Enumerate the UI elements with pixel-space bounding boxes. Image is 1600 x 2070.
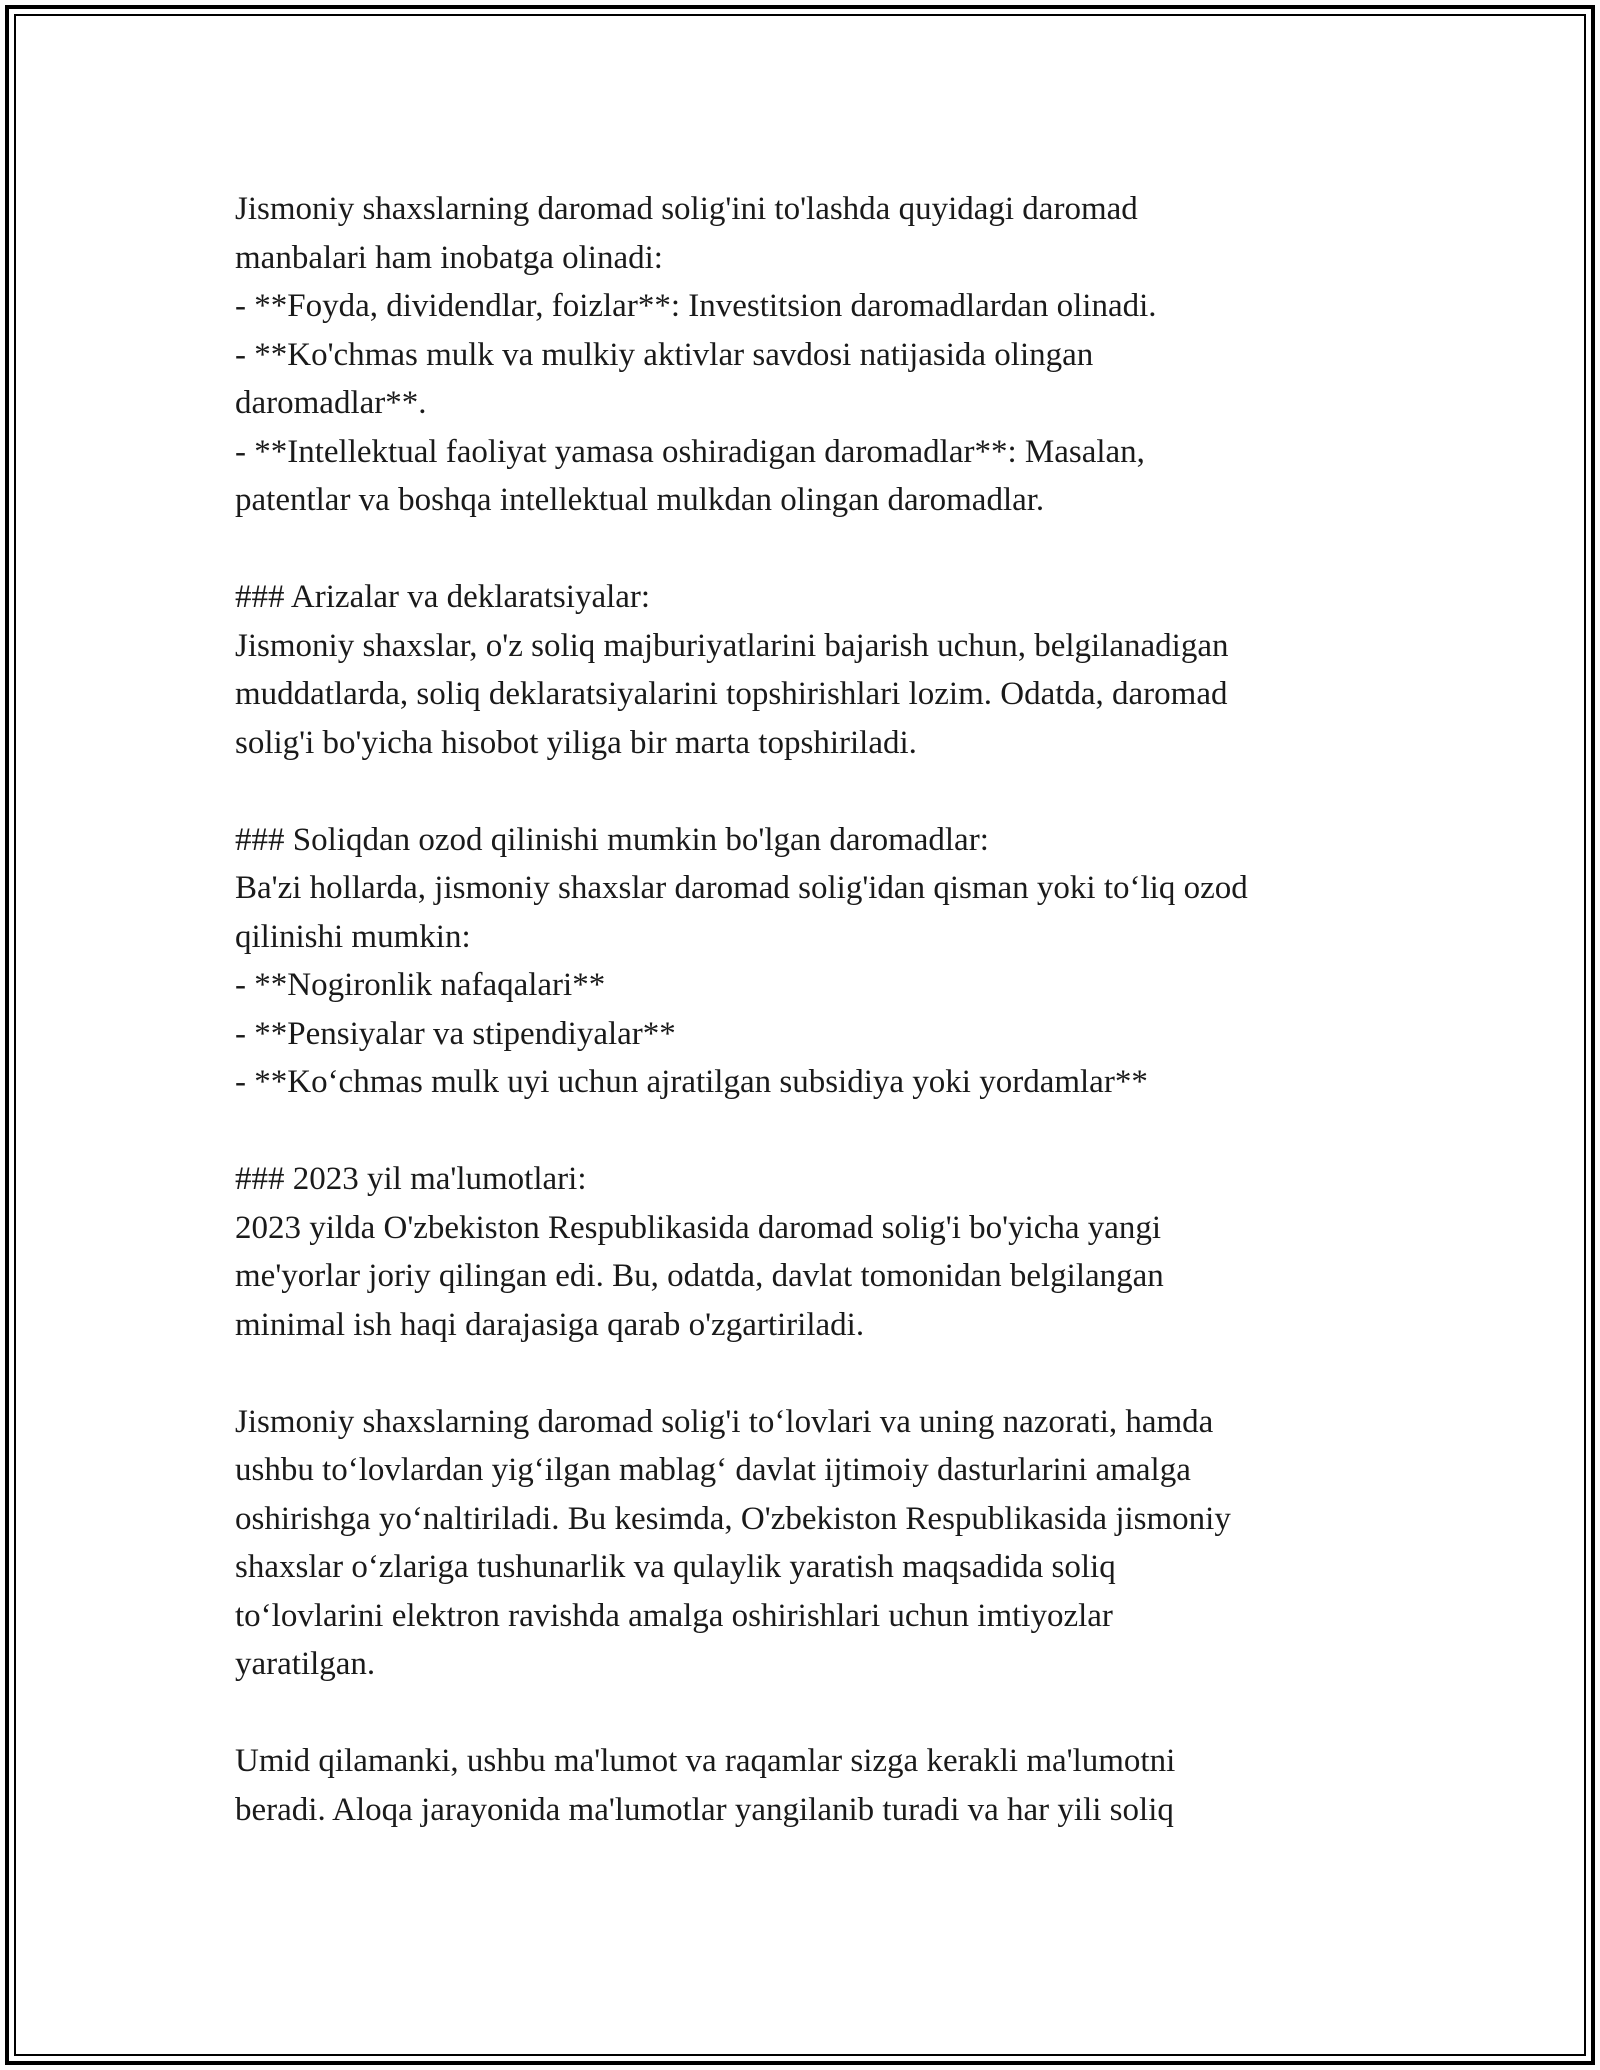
text-line: yaratilgan. (235, 1646, 376, 1682)
paragraph-spacer (235, 525, 1385, 574)
intro-paragraph (235, 185, 1385, 525)
list-item: - **Pensiyalar va stipendiyalar** (235, 1015, 676, 1052)
text-line: ushbu to‘lovlardan yig‘ilgan mablag‘ davlat ijtimoiy dasturlarini amalga (235, 1452, 1191, 1488)
text-line: solig'i bo'yicha hisobot yiliga bir marta topshiriladi. (235, 724, 917, 761)
text-line: minimal ish haqi darajasiga qarab o'zgartiriladi. (235, 1306, 865, 1343)
text-line: Jismoniy shaxslarning daromad solig'i to‘lovlari va uning nazorati, hamda (235, 1403, 1214, 1440)
section-ozod (235, 816, 1385, 1107)
text-line: oshirishga yo‘naltiriladi. Bu kesimda, O'zbekiston Respublikasida jismoniy (235, 1500, 1231, 1537)
list-item-continuation: patentlar va boshqa intellektual mulkdan olingan daromadlar. (235, 482, 1045, 518)
text-line: beradi. Aloqa jarayonida ma'lumotlar yangilanib turadi va har yili soliq (235, 1791, 1174, 1828)
section-heading: ### Arizalar va deklaratsiyalar: (235, 579, 651, 615)
text-line: manbalari ham inobatga olinadi: (235, 239, 663, 276)
text-line: qilinishi mumkin: (235, 918, 471, 955)
list-item: - **Ko'chmas mulk va mulkiy aktivlar savdosi natijasida olingan (235, 336, 1094, 373)
text-line: muddatlarda, soliq deklaratsiyalarini topshirishlari lozim. Odatda, daromad (235, 676, 1228, 712)
section-heading: ### 2023 yil ma'lumotlari: (235, 1161, 587, 1197)
paragraph-spacer (235, 1689, 1385, 1738)
text-line: to‘lovlarini elektron ravishda amalga oshirishlari uchun imtiyozlar (235, 1597, 1113, 1634)
paragraph-spacer (235, 1107, 1385, 1156)
list-item: - **Nogironlik nafaqalari** (235, 967, 606, 1003)
list-item: - **Ko‘chmas mulk uyi uchun ajratilgan subsidiya yoki yordamlar** (235, 1064, 1148, 1100)
section-2023 (235, 1155, 1385, 1349)
paragraph-tolovlar (235, 1398, 1385, 1689)
text-line: Umid qilamanki, ushbu ma'lumot va raqamlar sizga kerakli ma'lumotni (235, 1743, 1176, 1779)
section-arizalar (235, 573, 1385, 767)
text-line: Jismoniy shaxslarning daromad solig'ini to'lashda quyidagi daromad (235, 191, 1138, 227)
document-body (235, 185, 1385, 1834)
text-line: shaxslar o‘zlariga tushunarlik va qulaylik yaratish maqsadida soliq (235, 1549, 1116, 1585)
text-line: Ba'zi hollarda, jismoniy shaxslar daromad solig'idan qisman yoki to‘liq ozod (235, 870, 1248, 906)
text-line: Jismoniy shaxslar, o'z soliq majburiyatlarini bajarish uchun, belgilanadigan (235, 627, 1229, 664)
text-line: 2023 yilda O'zbekiston Respublikasida daromad solig'i bo'yicha yangi (235, 1209, 1162, 1246)
text-line: me'yorlar joriy qilingan edi. Bu, odatda, davlat tomonidan belgilangan (235, 1258, 1164, 1294)
paragraph-umid (235, 1737, 1385, 1834)
paragraph-spacer (235, 1349, 1385, 1398)
list-item: - **Intellektual faoliyat yamasa oshiradigan daromadlar**: Masalan, (235, 433, 1145, 470)
paragraph-spacer (235, 767, 1385, 816)
list-item-continuation: daromadlar**. (235, 385, 427, 421)
list-item: - **Foyda, dividendlar, foizlar**: Investitsion daromadlardan olinadi. (235, 288, 1157, 324)
section-heading: ### Soliqdan ozod qilinishi mumkin bo'lgan daromadlar: (235, 821, 989, 858)
